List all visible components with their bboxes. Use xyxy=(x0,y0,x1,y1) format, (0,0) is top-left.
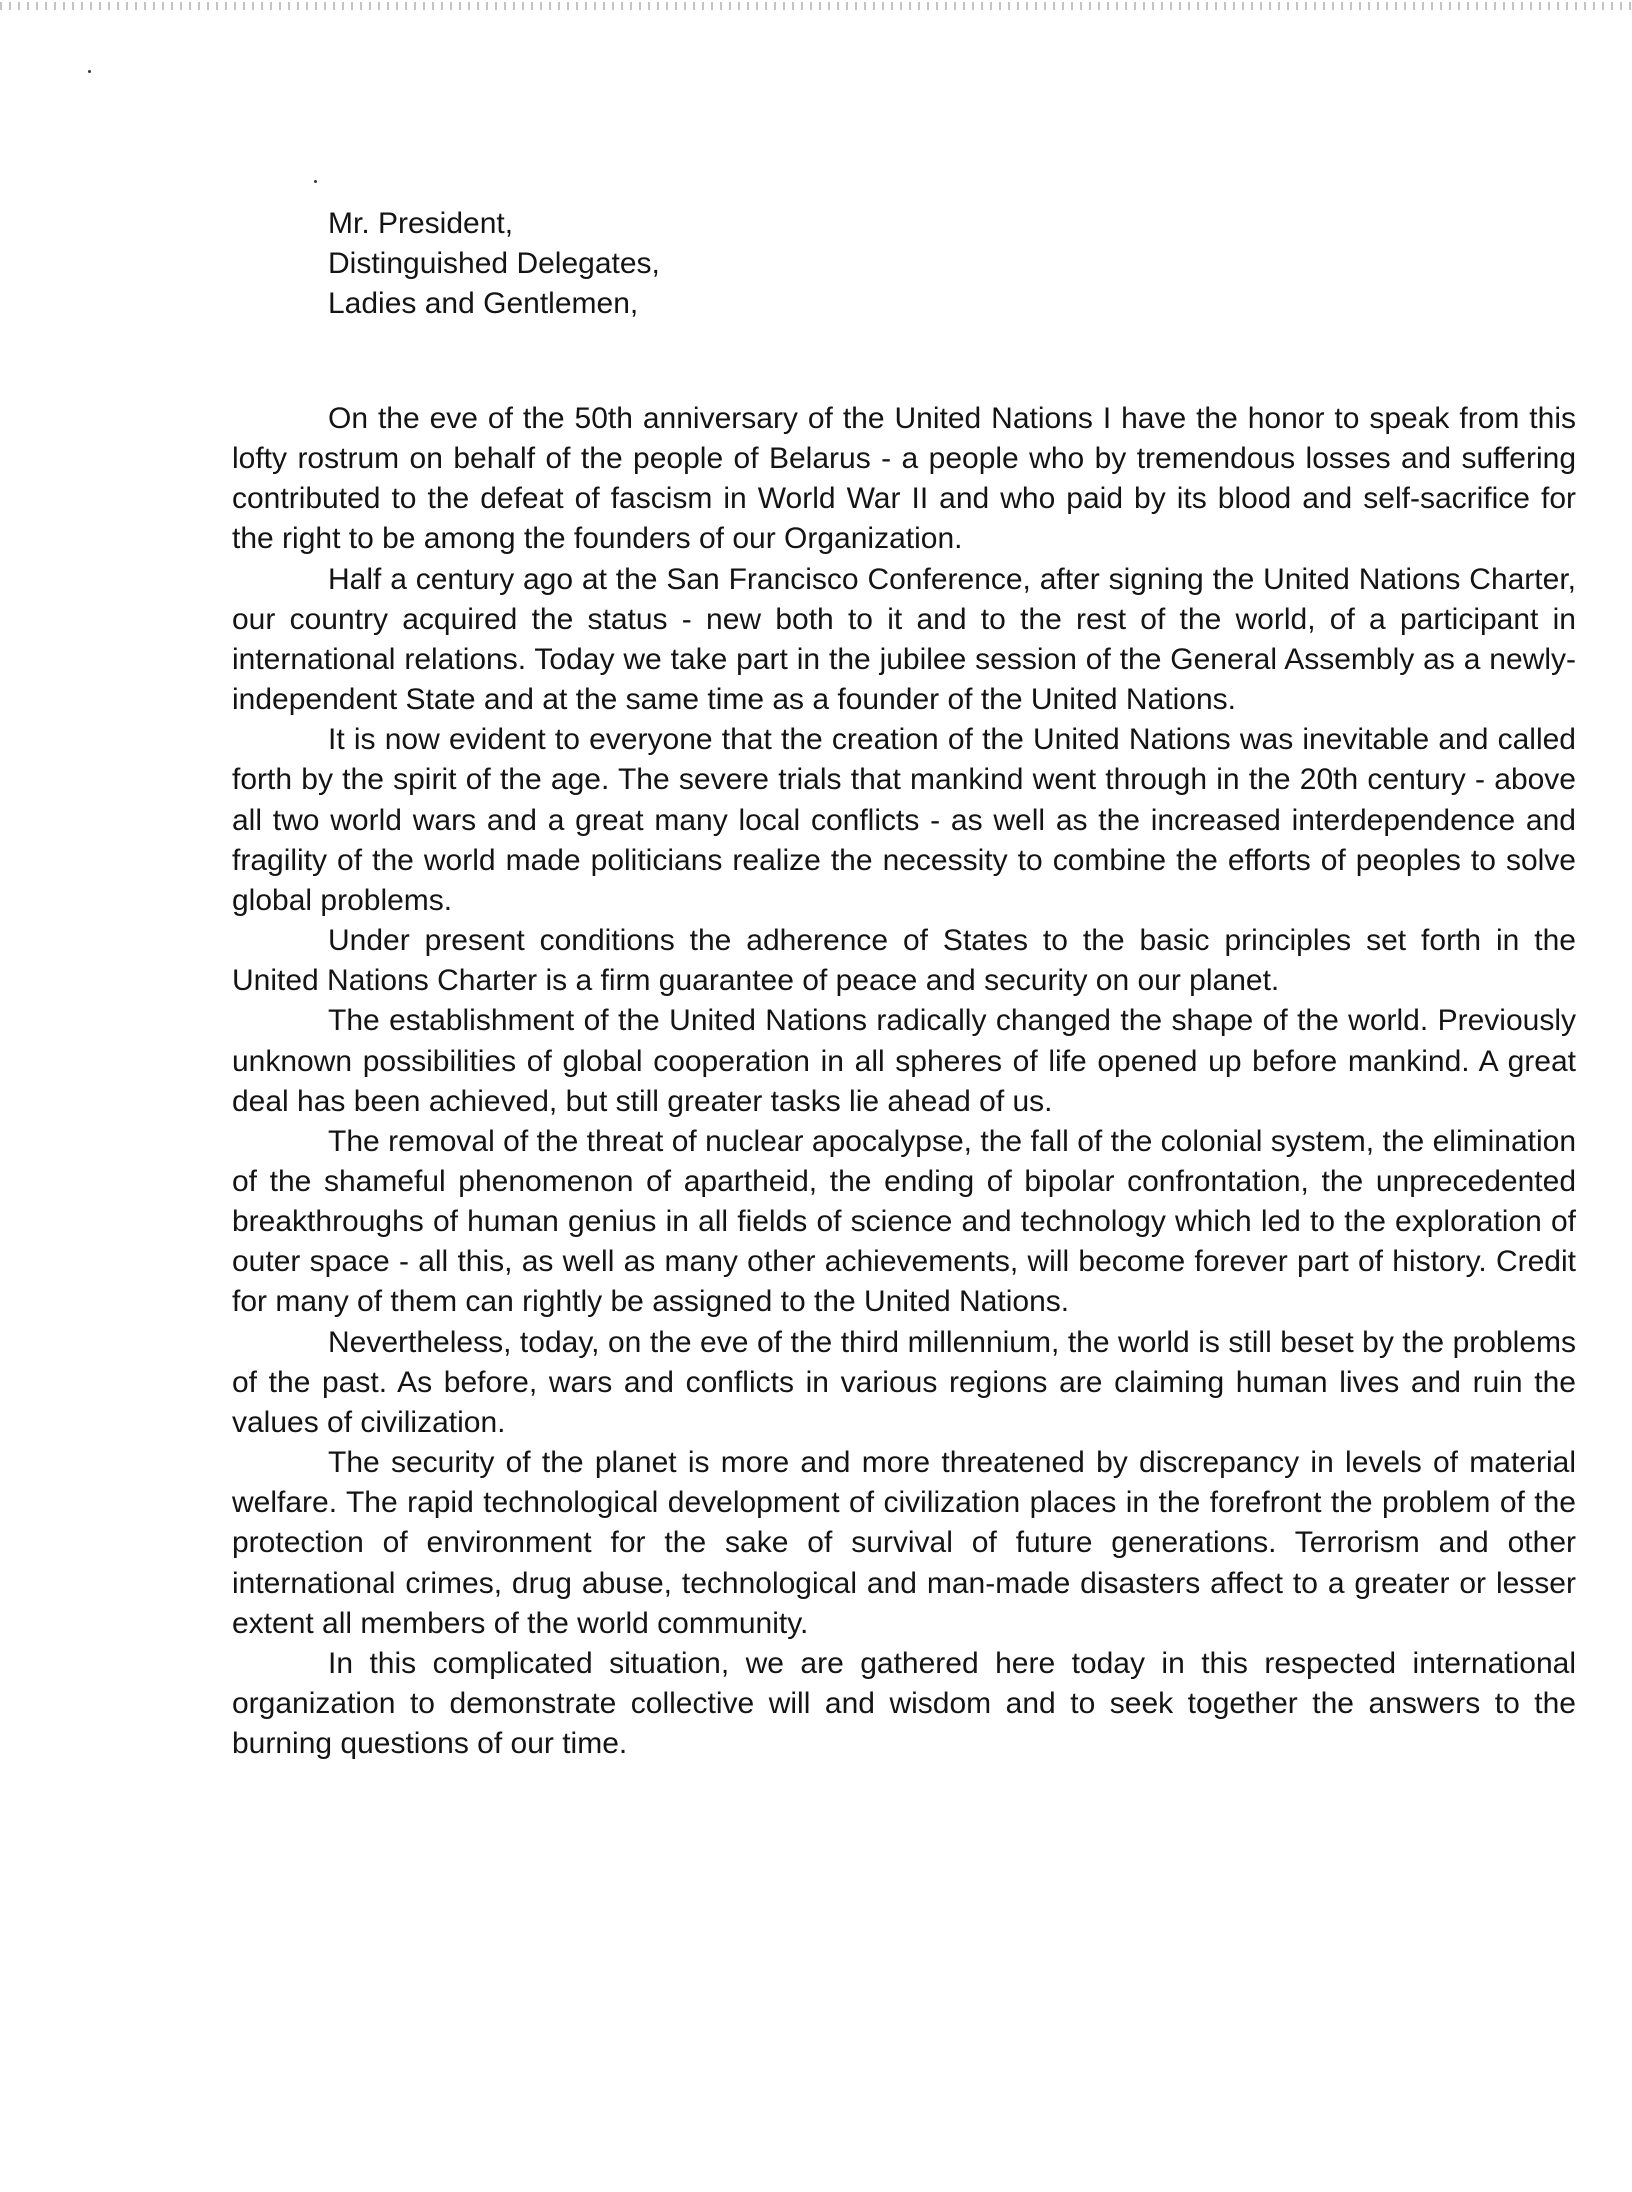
paragraph: Under present conditions the adherence of States to the basic principles set forth in the United Nations Charter is a firm guarantee of peace and security on our planet. xyxy=(232,924,1576,998)
paragraph: The security of the planet is more and more threatened by discrepancy in levels of material welfare. The rapid technological development of civilization places in the forefront the problem of the protection of environment for the sake of survival of future generations. Terrorism and other international crimes, drug abuse, technological and man-made disasters affect to a greater or lesser extent all members of the world community. xyxy=(232,1446,1576,1640)
paragraph: On the eve of the 50th anniversary of the United Nations I have the honor to speak from this lofty rostrum on behalf of the people of Belarus - a people who by tremendous losses and suffering contributed to the defeat of fascism in World War II and who paid by its blood and self-sacrifice for the right to be among the founders of our Organization. xyxy=(232,402,1576,556)
salutation-line: Ladies and Gentlemen, xyxy=(328,287,639,320)
paragraph: Half a century ago at the San Francisco Conference, after signing the United Nations Charter, our country acquired the status - new both to it and to the rest of the world, of a participant in international relations. Today we take part in the jubilee session of the General Assembly as a newly-independent State and at the same time as a founder of the United Nations. xyxy=(232,562,1576,717)
salutation xyxy=(328,204,660,324)
paragraph: The removal of the threat of nuclear apocalypse, the fall of the colonial system, the elimination of the shameful phenomenon of apartheid, the ending of bipolar confrontation, the unprecedented breakthroughs of human genius in all fields of science and technology which led to the exploration of outer space - all this, as well as many other achievements, will become forever part of history. Credit for many of them can rightly be assigned to the United Nations. xyxy=(232,1124,1576,1319)
salutation-line: Distinguished Delegates, xyxy=(328,247,660,280)
speech-body xyxy=(232,399,1576,1764)
scan-speck xyxy=(88,70,91,73)
scan-artifact-edge xyxy=(0,2,1632,10)
salutation-line: Mr. President, xyxy=(328,207,514,240)
scan-speck xyxy=(314,180,317,183)
paragraph: Nevertheless, today, on the eve of the third millennium, the world is still beset by the problems of the past. As before, wars and conflicts in various regions are claiming human lives and ruin the values of civilization. xyxy=(232,1325,1576,1439)
paragraph: It is now evident to everyone that the creation of the United Nations was inevitable and called forth by the spirit of the age. The severe trials that mankind went through in the 20th century - above all two world wars and a great many local conflicts - as well as the increased interdependence and fragility of the world made politicians realize the necessity to combine the efforts of peoples to solve global problems. xyxy=(232,723,1576,917)
paragraph: In this complicated situation, we are gathered here today in this respected international organization to demonstrate collective will and wisdom and to seek together the answers to the burning questions of our time. xyxy=(232,1646,1576,1761)
paragraph: The establishment of the United Nations radically changed the shape of the world. Previously unknown possibilities of global cooperation in all spheres of life opened up before mankind. A great deal has been achieved, but still greater tasks lie ahead of us. xyxy=(232,1004,1576,1118)
